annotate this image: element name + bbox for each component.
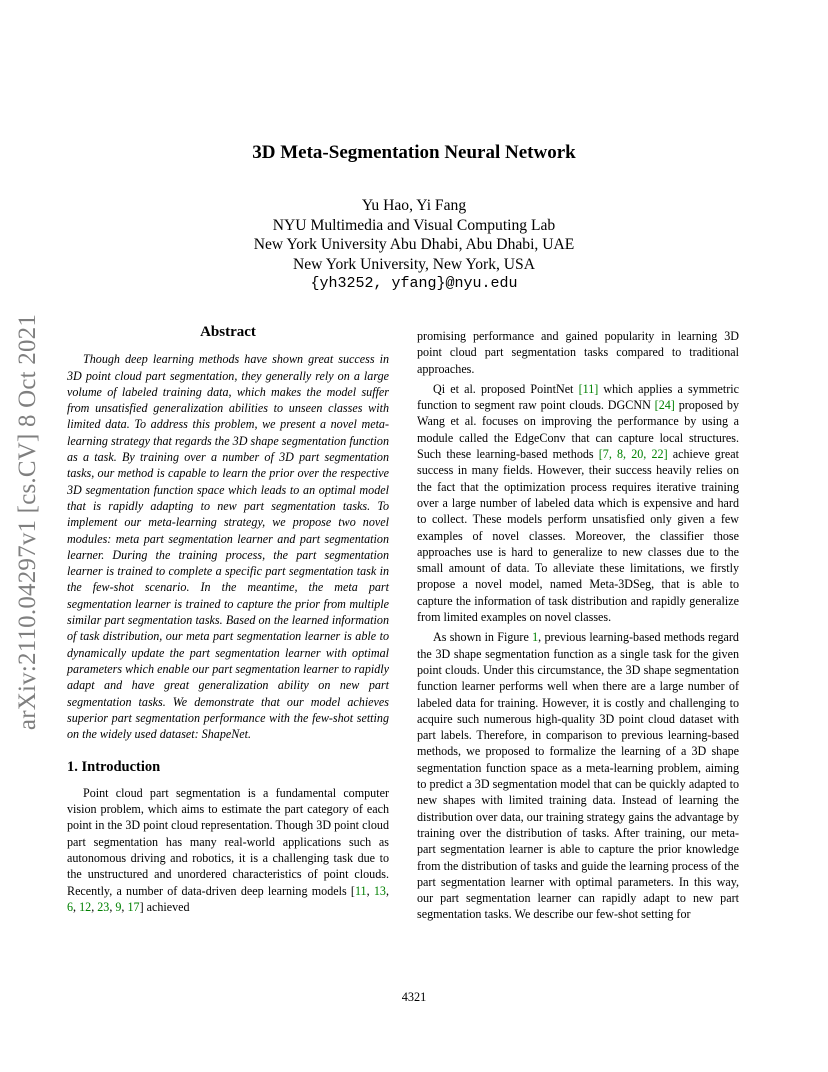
intro-paragraph-3: As shown in Figure 1, previous learning-based methods regard the 3D shape segmentation function as a single task for the given point clouds. Under this circumstance, the 3D shape segmentation function learner performs well when there are a large number of labeled data for training. However, it is costly and challenging to acquire such numerous high-quality 3D point cloud dataset with part labels. Therefore, in comparison to previous learning-based methods, we proposed to formalize the learning of a 3D shape segmentation function space as a meta-learning problem, aiming to predict a 3D segmentation model that can be quickly adapted to new shapes with limited training data. Instead of learning the distribution over data, our training strategy gains the advantage by training over the distribution of tasks. After training, our meta-part segmentation learner is able to capture the prior knowledge from the distribution of tasks and guide the learning process of the part segmentation learner with optimal parameters. In this way, our part segmentation learner can rapidly adapt to new part segmentation tasks. We describe our few-shot setting for: [417, 630, 739, 922]
arxiv-identifier: arXiv:2110.04297v1 [cs.CV] 8 Oct 2021: [14, 313, 41, 731]
arxiv-sidebar: [8, 292, 48, 752]
citation-link-methods[interactable]: [7, 8, 20, 22]: [598, 447, 668, 462]
intro-paragraph-1: [67, 785, 389, 915]
left-column: [67, 324, 389, 919]
citation-link[interactable]: 6: [67, 899, 74, 914]
intro-paragraph-2: Qi et al. proposed PointNet [11] which applies a symmetric function to segment raw point clouds. DGCNN [24] proposed by Wang et al. focuses on improving the performance by using a module called the EdgeConv that can capture local structures. Such these learning-based methods [7, 8, 20, 22] achieve great success in many fields. However, their success heavily relies on the fact that the optimization process requires iterative training over a large number of labeled data which is expensive and hard to collect. These models perform unsatisfied only given a few examples of novel classes. Moreover, the classifier those approaches use is hard to generalize to new classes due to the small amount of data. To alleviate these limitations, we firstly propose a novel model, named Meta-3DSeg, that is able to capture the information of task distribution and rapidly generalize from limited examples on novel classes.: [417, 381, 740, 625]
paper-title: 3D Meta-Segmentation Neural Network: [252, 142, 576, 163]
page-number: 4321: [401, 990, 427, 1004]
citation-link[interactable]: 11: [354, 883, 367, 898]
affiliation-line-3: New York University, New York, USA: [292, 255, 535, 273]
intro-paragraph-1-continued: promising performance and gained popularity in learning 3D point cloud part segmentation tasks compared to traditional approaches.: [417, 329, 739, 376]
section-heading-introduction: 1. Introduction: [67, 759, 161, 776]
affiliation-line-2: New York University Abu Dhabi, Abu Dhabi, UAE: [253, 236, 575, 253]
author-email: {yh3252, yfang}@nyu.edu: [310, 275, 518, 292]
abstract-body: Though deep learning methods have shown great success in 3D point cloud part segmentation, they generally rely on a large volume of labeled training data, which makes the model suffer from unsatisfied generalization abilities to unseen classes with limited data. To address this problem, we present a novel meta-learning strategy that regards the 3D shape segmentation function as a task. By training over a number of 3D part segmentation tasks, our method is capable to learn the prior over the respective 3D segmentation function space which leads to an optimal model that is rapidly adapting to new part segmentation tasks. To implement our meta-learning strategy, we propose two novel modules: meta part segmentation learner and part segmentation learner. During the training process, the part segmentation learner is trained to complete a specific part segmentation task in the few-shot scenario. In the meantime, the meta part segmentation learner is trained to capture the prior from multiple similar part segmentation tasks. Based on the learned information of task distribution, our meta part segmentation learner is able to dynamically update the part segmentation learner with optimal parameters which enable our part segmentation learner to rapidly adapt and have great generalization ability on new part segmentation tasks. We demonstrate that our model achieves superior part segmentation performance with the few-shot setting on the widely used dataset: ShapeNet.: [67, 352, 389, 742]
citation-link-dgcnn[interactable]: [24]: [654, 398, 675, 413]
citation-link[interactable]: 9: [115, 899, 122, 914]
citation-group: [11, 13, 6, 12, 23, 9, 17]: [67, 883, 389, 914]
affiliation-line-1: NYU Multimedia and Visual Computing Lab: [272, 216, 556, 234]
citation-link-pointnet[interactable]: [11]: [578, 381, 599, 396]
right-column: [417, 328, 739, 927]
citation-link[interactable]: 13: [373, 883, 386, 898]
intro-paragraph-1-tail: achieved: [143, 899, 190, 914]
author-names: Yu Hao, Yi Fang: [361, 197, 467, 214]
abstract-heading: Abstract: [200, 324, 256, 340]
figure-reference-link[interactable]: 1: [532, 630, 539, 645]
intro-paragraph-1-text: Point cloud part segmentation is a fundamental computer vision problem, which aims to estimate the part category of each point in the 3D point cloud representation. Though 3D point cloud part segmentation has many real-world applications such as autonomous driving and robotics, it is a challenging task due to the unstructured and unordered characteristics of point clouds. Recently, a number of data-driven deep learning models: [67, 785, 389, 898]
citation-link[interactable]: 23: [97, 899, 110, 914]
author-block: [0, 196, 828, 294]
citation-link[interactable]: 12: [79, 899, 92, 914]
citation-link[interactable]: 17: [127, 899, 140, 914]
